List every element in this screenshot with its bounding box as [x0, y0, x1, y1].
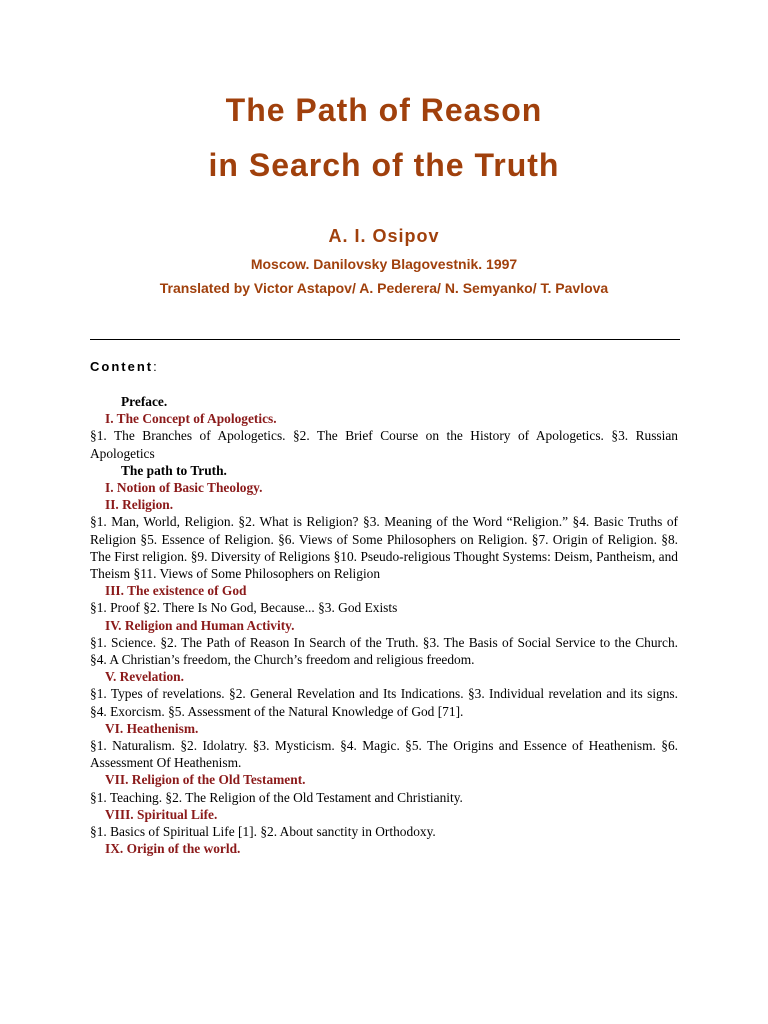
toc-chapter-heading[interactable]: IV. Religion and Human Activity. — [105, 617, 295, 633]
toc-section-list: §1. Naturalism. §2. Idolatry. §3. Mysticism. §4. Magic. §5. The Origins and Essence of Heathenism. §6. Assessment Of Heathenism. — [90, 738, 678, 771]
table-of-contents — [90, 393, 678, 857]
toc-chapter-heading[interactable]: VI. Heathenism. — [105, 720, 199, 736]
toc-section-list: §1. Types of revelations. §2. General Revelation and Its Indications. §3. Individual revelation and its signs. §4. Exorcism. §5. Assessment of the Natural Knowledge of God [71]. — [90, 686, 678, 719]
toc-section-list: §1. Basics of Spiritual Life [1]. §2. About sanctity in Orthodoxy. — [90, 824, 436, 840]
toc-chapter-heading[interactable]: V. Revelation. — [105, 669, 184, 685]
toc-chapter-heading[interactable]: VII. Religion of the Old Testament. — [105, 772, 306, 788]
toc-section-list: §1. The Branches of Apologetics. §2. The Brief Course on the History of Apologetics. §3. Russian Apologetics — [90, 428, 678, 461]
toc-chapter-heading[interactable]: VIII. Spiritual Life. — [105, 806, 218, 822]
document-title-line-1: The Path of Reason — [225, 92, 543, 128]
author-name: A. I. Osipov — [328, 226, 440, 246]
content-label-colon: : — [153, 359, 159, 374]
content-label — [90, 359, 159, 374]
toc-section-list: §1. Teaching. §2. The Religion of the Old Testament and Christianity. — [90, 789, 463, 805]
toc-chapter-heading[interactable]: I. Notion of Basic Theology. — [105, 480, 263, 496]
toc-chapter-heading[interactable]: III. The existence of God — [105, 583, 247, 599]
document-title-line-2: in Search of the Truth — [208, 147, 560, 183]
toc-part-heading: The path to Truth. — [121, 462, 227, 478]
toc-part-heading: Preface. — [121, 394, 168, 409]
toc-chapter-heading[interactable]: IX. Origin of the world. — [105, 841, 241, 857]
toc-section-list: §1. Proof §2. There Is No God, Because... §3. God Exists — [90, 600, 398, 616]
toc-section-list: §1. Man, World, Religion. §2. What is Religion? §3. Meaning of the Word “Religion.” §4. Basic Truths of Religion §5. Essence of Religion. §6. Views of Some Philosophers on Religion. §7. Origin of Religion. §8. The First religion. §9. Diversity of Religions §10. Pseudo-religious Thought Systems: Deism, Pantheism, and Theism §11. Views of Some Philosophers on Religion — [90, 514, 678, 582]
section-divider — [90, 339, 680, 340]
toc-chapter-heading[interactable]: II. Religion. — [105, 497, 174, 513]
translators-info: Translated by Victor Astapov/ A. Pederera/ N. Semyanko/ T. Pavlova — [159, 280, 609, 296]
toc-chapter-heading[interactable]: I. The Concept of Apologetics. — [105, 411, 277, 427]
publisher-info: Moscow. Danilovsky Blagovestnik. 1997 — [250, 256, 518, 272]
toc-section-list: §1. Science. §2. The Path of Reason In Search of the Truth. §3. The Basis of Social Service to the Church. §4. A Christian’s freedom, the Church’s freedom and religious freedom. — [90, 634, 678, 668]
content-label-text: Content — [90, 359, 154, 374]
